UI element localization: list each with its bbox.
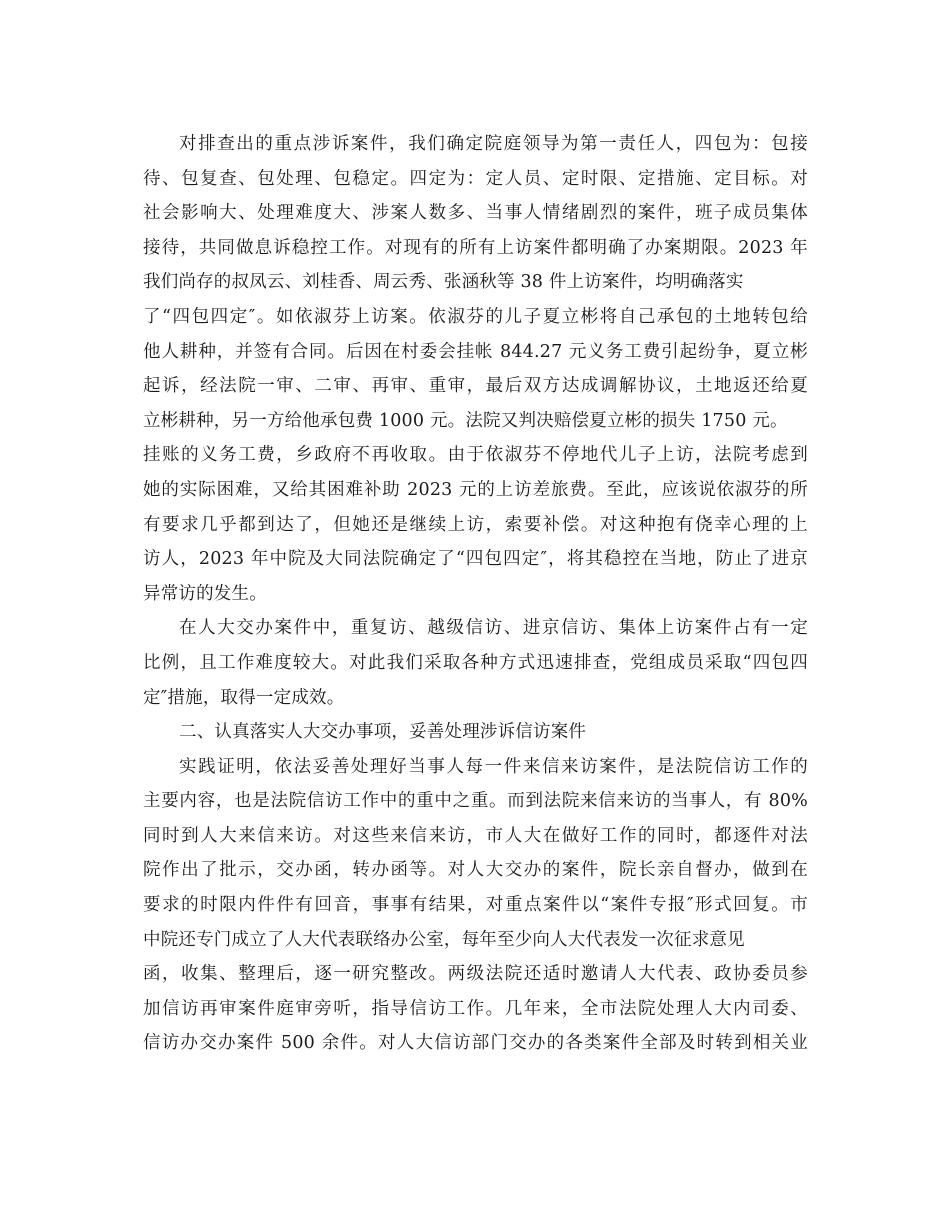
text-line: 有要求几乎都到达了，但她还是继续上访，索要补偿。对这种抱有侥幸心理的上: [143, 514, 808, 535]
text-line: 我们尚存的叔凤云、刘桂香、周云秀、张涵秋等 38 件上访案件，均明确落实: [143, 272, 744, 293]
text-line: 起诉，经法院一审、二审、再审、重审，最后双方达成调解协议，土地返还给夏: [143, 376, 808, 397]
paragraph-1: [143, 127, 808, 611]
text-line: 她的实际困难，又给其困难补助 2023 元的上访差旅费。至此，应该说依淑芬的所: [143, 479, 808, 500]
text-line: 对排查出的重点涉诉案件，我们确定院庭领导为第一责任人，四包为：包接: [179, 134, 808, 154]
text-line: 访人，2023 年中院及大同法院确定了“四包四定″，将其稳控在当地，防止了进京: [143, 549, 808, 570]
text-line: 院作出了批示，交办函，转办函等。对人大交办的案件，院长亲自督办，做到在: [143, 860, 808, 881]
text-line: 实践证明，依法妥善处理好当事人每一件来信来访案件，是法院信访工作的: [179, 756, 808, 777]
paragraph-2: [143, 611, 808, 715]
text-line: 中院还专门成立了人大代表联络办公室，每年至少向人大代表发一次征求意见: [143, 929, 745, 950]
document-body: [143, 127, 808, 1061]
text-line: 比例，且工作难度较大。对此我们采取各种方式迅速排查，党组成员采取“四包四: [143, 652, 808, 673]
text-line: 挂账的义务工费，乡政府不再收取。由于依淑芬不停地代儿子上访，法院考虑到: [143, 445, 808, 466]
text-line: 了“四包四定″。如依淑芬上访案。依淑芬的儿子夏立彬将自己承包的土地转包给: [143, 306, 808, 327]
text-line: 接待，共同做息诉稳控工作。对现有的所有上访案件都明确了办案期限。2023 年: [143, 237, 808, 258]
text-line: 立彬耕种，另一方给他承包费 1000 元。法院又判决赔偿夏立彬的损失 1750 元。: [143, 410, 788, 431]
text-line: 社会影响大、处理难度大、涉案人数多、当事人情绪剧烈的案件，班子成员集体: [143, 203, 808, 224]
text-line: 在人大交办案件中，重复访、越级信访、进京信访、集体上访案件占有一定: [179, 618, 808, 639]
text-line: 函，收集、整理后，逐一研究整改。两级法院还适时邀请人大代表、政协委员参: [143, 964, 808, 985]
text-line: 同时到人大来信来访。对这些来信来访，市人大在做好工作的同时，都逐件对法: [143, 825, 808, 846]
text-line: 加信访再审案件庭审旁听，指导信访工作。几年来，全市法院处理人大内司委、: [143, 998, 808, 1019]
text-line: 他人耕种，并签有合同。后因在村委会挂帐 844.27 元义务工费引起纷争，夏立彬: [143, 341, 808, 362]
text-line: 待、包复查、包处理、包稳定。四定为：定人员、定时限、定措施、定目标。对: [143, 168, 808, 189]
heading-text: 二、认真落实人大交办事项，妥善处理涉诉信访案件: [179, 722, 587, 743]
text-line: 要求的时限内件件有回音，事事有结果，对重点案件以“案件专报″形式回复。市: [143, 895, 808, 916]
text-line: 信访办交办案件 500 余件。对人大信访部门交办的各类案件全部及时转到相关业: [143, 1033, 808, 1054]
text-line: 主要内容，也是法院信访工作中的重中之重。而到法院来信来访的当事人，有 80%: [143, 791, 808, 812]
section-heading: [143, 715, 808, 750]
text-line: 定″措施，取得一定成效。: [143, 687, 345, 708]
text-line: 异常访的发生。: [143, 583, 267, 604]
paragraph-3: [143, 750, 808, 1061]
